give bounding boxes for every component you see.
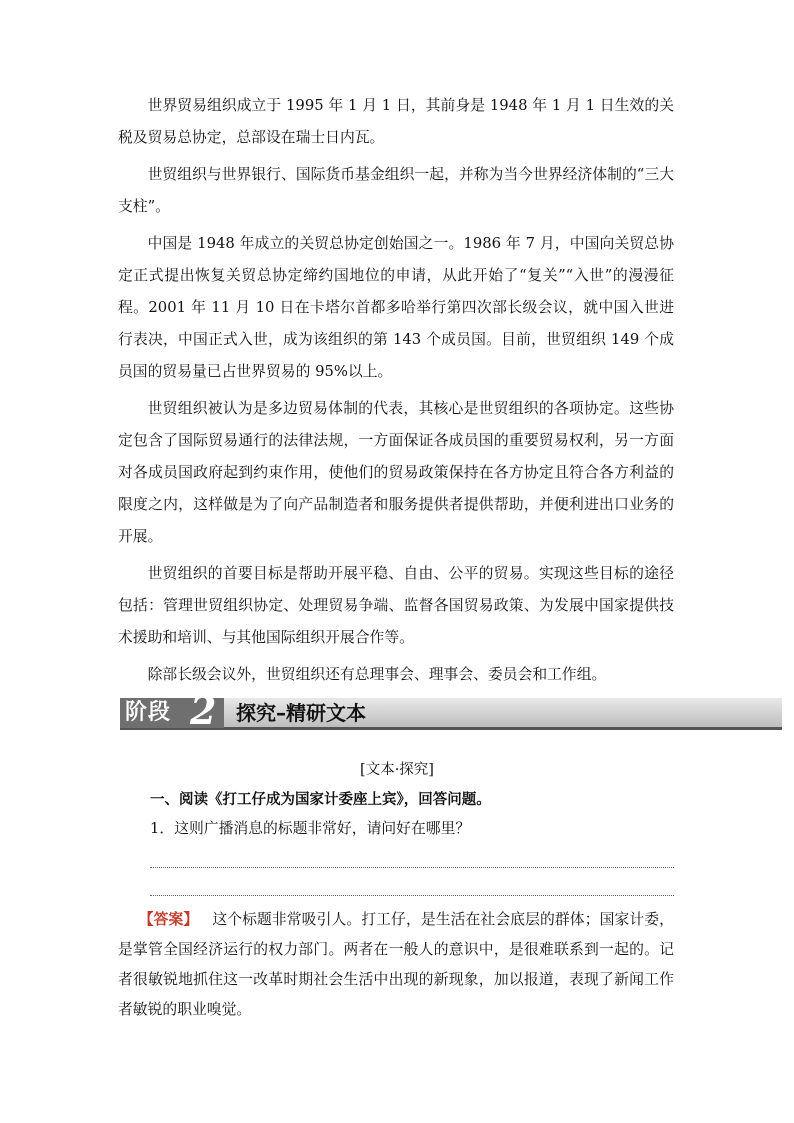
intro-paragraph-6: 除部长级会议外，世贸组织还有总理事会、理事会、委员会和工作组。 (147, 666, 607, 683)
intro-text (118, 90, 674, 696)
intro-paragraph-3: 中国是 1948 年成立的关贸总协定创始国之一。1986 年 7 月，中国向关贸总协定正式提出恢复关贸总协定缔约国地位的申请，从此开始了“复关”“入世”的漫漫征程。2001 年 11 月 10 日在卡塔尔首都多哈举行第四次部长级会议，就中国入世进行表决，中国正式入世，成为该组织的第 143 个成员国。目前，世贸组织 149 个成员国的贸易量已占世界贸易的 95%以上。 (118, 235, 674, 380)
answer-block (118, 905, 674, 1025)
answer-tag: 【答案】 (138, 911, 199, 928)
section-tag: [文本·探究] (360, 762, 434, 778)
answer-blank-line-2 (150, 895, 674, 896)
stage-label: 阶段 (125, 700, 172, 725)
intro-paragraph-5: 世贸组织的首要目标是帮助开展平稳、自由、公平的贸易。实现这些目标的途径包括：管理世贸组织协定、处理贸易争端、监督各国贸易政策、为发展中国家提供技术援助和培训、与其他国际组织开展合作等。 (118, 565, 674, 646)
stage-title: 探究–精研文本 (236, 701, 366, 725)
question-heading: 一、阅读《打工仔成为国家计委座上宾》，回答问题。 (150, 792, 491, 808)
answer-text: 这个标题非常吸引人。打工仔，是生活在社会底层的群体；国家计委，是掌管全国经济运行的权力部门。两者在一般人的意识中，是很难联系到一起的。记者很敏锐地抓住这一改革时期社会生活中出现的新现象，加以报道，表现了新闻工作者敏锐的职业嗅觉。 (118, 911, 674, 1018)
intro-paragraph-2: 世贸组织与世界银行、国际货币基金组织一起，并称为当今世界经济体制的“三大支柱”。 (118, 166, 674, 215)
stage-number: 2 (190, 688, 217, 733)
stage-label-box (120, 688, 224, 733)
intro-paragraph-1: 世界贸易组织成立于 1995 年 1 月 1 日，其前身是 1948 年 1 月 1 日生效的关税及贸易总协定，总部设在瑞士日内瓦。 (118, 97, 674, 146)
stage-banner (120, 688, 782, 733)
question-item: 1．这则广播消息的标题非常好，请问好在哪里？ (150, 820, 471, 837)
intro-paragraph-4: 世贸组织被认为是多边贸易体制的代表，其核心是世贸组织的各项协定。这些协定包含了国际贸易通行的法律法规，一方面保证各成员国的重要贸易权利，另一方面对各成员国政府起到约束作用，使他们的贸易政策保持在各方协定且符合各方利益的限度之内，这样做是为了向产品制造者和服务提供者提供帮助，并便利进出口业务的开展。 (118, 400, 674, 545)
answer-blank-line-1 (150, 867, 674, 868)
